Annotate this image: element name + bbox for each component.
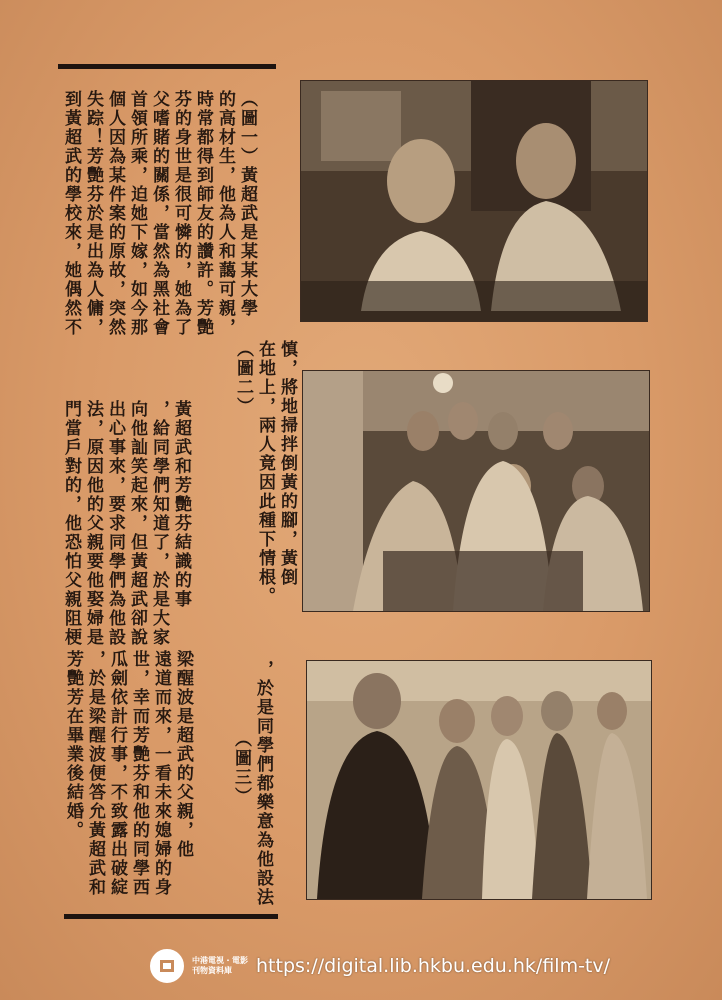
bottom-rule [64, 914, 278, 919]
scene-three-caption: （圖三） [231, 730, 251, 806]
scene-two-col-2: ，給同學們知道了，於是大家 [149, 400, 169, 647]
intro-text-block [60, 90, 258, 390]
intro-col-6: 首領所乘，迫她下嫁，如今那 [127, 90, 147, 337]
scene-three-col-4: 瓜劍依計行事，不致露出破綻 [107, 650, 127, 897]
scene-two-col-1: 黃超武和芳艷芬結識的事 [171, 400, 191, 609]
intro-col-9: 到黃超武的學校來，她偶然不 [61, 90, 81, 337]
scene-three-intro [230, 660, 274, 910]
intro-col-7: 個人因為某件案的原故，突然 [105, 90, 125, 337]
intro-col-8: 失踪！芳艷芬於是出為人傭， [83, 90, 103, 337]
library-watermark [150, 946, 610, 986]
library-url-link[interactable]: https://digital.lib.hkbu.edu.hk/film-tv/ [256, 955, 611, 977]
scene-three-col-6: 芳艷芳在畢業後結婚。 [63, 650, 83, 840]
scene-two-col-3: 向他訕笑起來，但黃超武卻說 [127, 400, 147, 647]
scene-three-col-3: 世，幸而芳艷芬和他的同學西 [129, 650, 149, 897]
still-photo-3 [306, 660, 652, 900]
intro-col-1: （圖一）黃超武是某某大學 [237, 90, 257, 318]
scene-two-col-5: 法，原因他的父親要他娶婦是 [83, 400, 103, 647]
still-photo-1 [300, 80, 648, 322]
scene-three-intro-col-1: ，於是同學們都樂意為他設法 [253, 660, 273, 907]
scene-three-text-block [62, 650, 194, 900]
intro-col-2: 的高材生，他為人和藹可親， [215, 90, 235, 337]
scene-three-col-1: 梁醒波是超武的父親，他 [173, 650, 193, 859]
logo-line-2: 刊物資料庫 [192, 966, 232, 975]
intro-col-5: 父嗜賭的關係，當然為黑社會 [149, 90, 169, 337]
still-photo-2 [302, 370, 650, 612]
intro-col-4: 芬的身世是很可憐的，她為了 [171, 90, 191, 337]
scene-three-col-5: ，於是梁醒波便答允黃超武和 [85, 650, 105, 897]
scene-one-col-2: 在地上，兩人竟因此種下情根。 [255, 340, 275, 606]
scene-three-col-2: 遠道而來，一看未來媳婦的身 [151, 650, 171, 897]
scene-two-text-block [60, 400, 192, 650]
intro-col-3: 時常都得到師友的讚許。芳艷 [193, 90, 213, 337]
scene-one-continued [232, 340, 298, 650]
library-logo-icon [150, 949, 184, 983]
scene-two-col-4: 出心事來，要求同學們為他設 [105, 400, 125, 647]
scene-two-col-6: 門當戶對的，他恐怕父親阻梗 [61, 400, 81, 647]
scene-one-col-1: 慎，將地掃拌倒黃的腳，黃倒 [277, 340, 297, 587]
scene-two-caption: （圖二） [233, 340, 253, 416]
logo-line-1: 中港電視・電影 [192, 956, 248, 965]
top-rule [58, 64, 276, 69]
library-logo-text [192, 956, 248, 976]
